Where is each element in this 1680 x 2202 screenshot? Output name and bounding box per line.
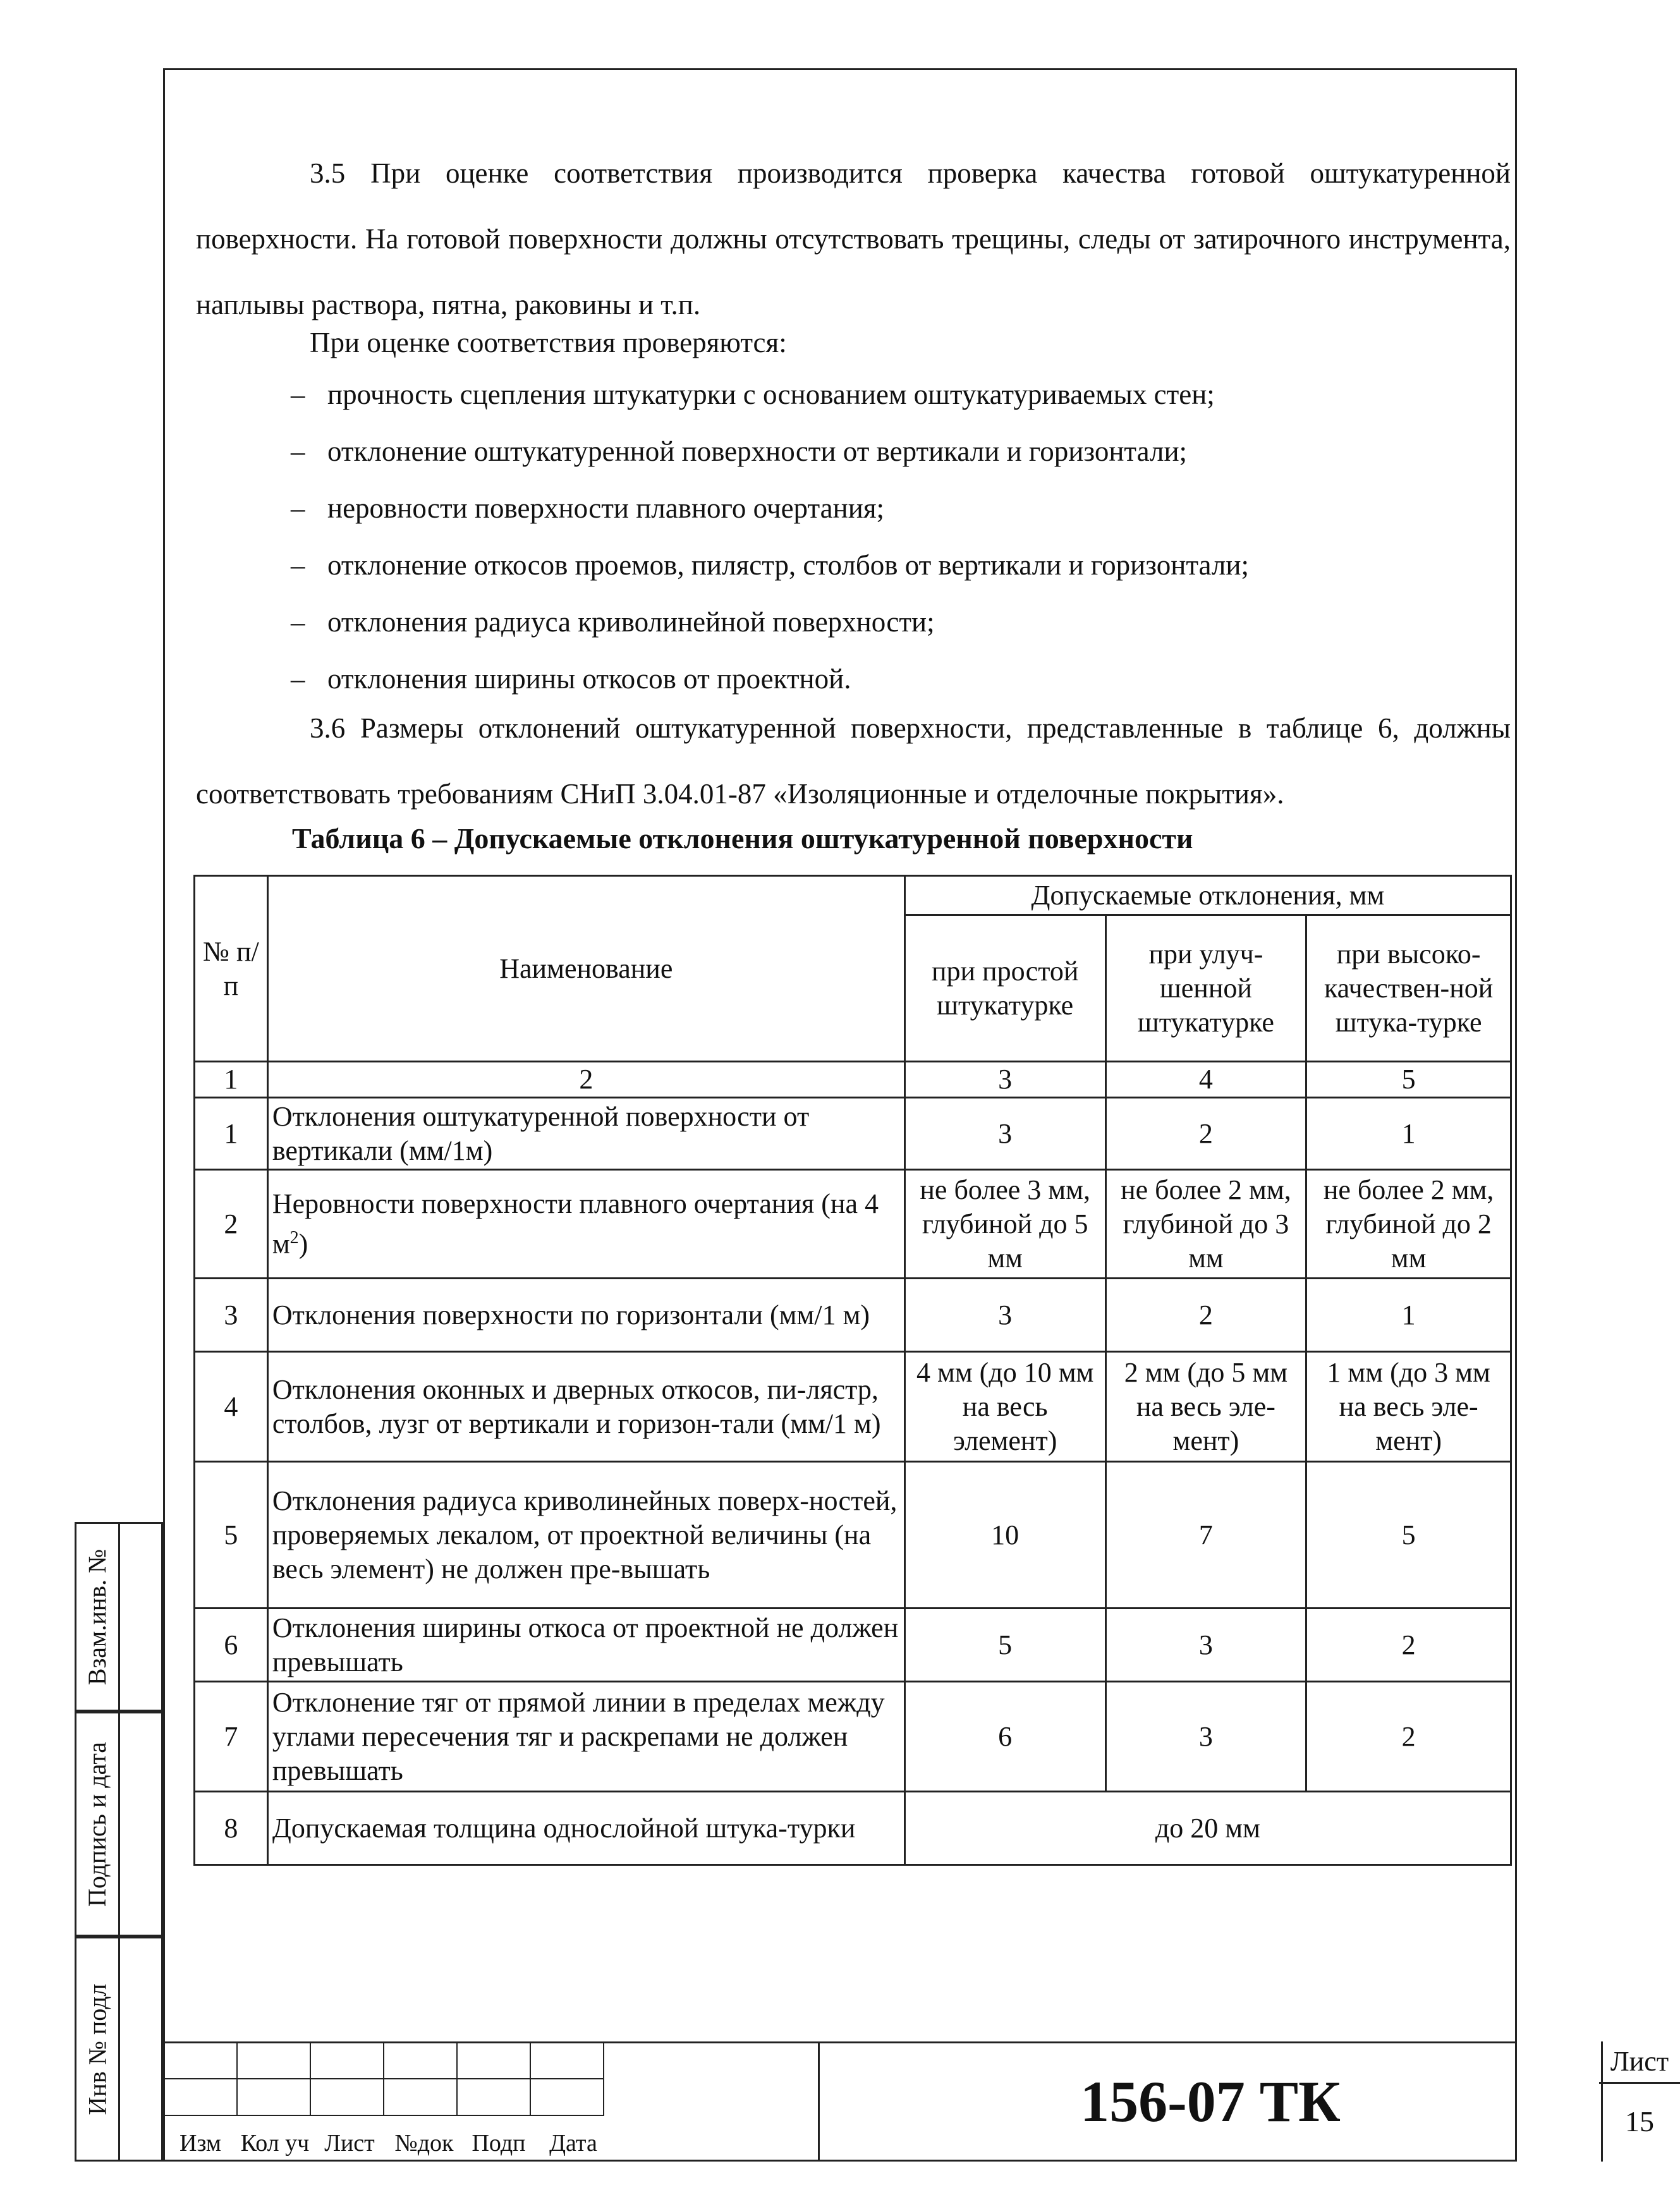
row-name: Отклонения ширины откоса от проектной не должен превышать (267, 1609, 904, 1682)
col-num-cell: 1 (195, 1062, 268, 1098)
row-name: Отклонение тяг от прямой линии в пределах между углами пересечения тяг и раскрепами не должен превышать (267, 1682, 904, 1792)
row-high: 1 мм (до 3 мм на весь эле-мент) (1306, 1352, 1511, 1462)
row-improved: 2 (1105, 1098, 1306, 1170)
sheet-box (1599, 2041, 1680, 2162)
row-simple: 3 (904, 1098, 1105, 1170)
header-simple: при простой штукатурке (904, 915, 1105, 1062)
row-improved: 2 мм (до 5 мм на весь эле-мент) (1105, 1352, 1306, 1462)
label-data: Дата (549, 2130, 597, 2156)
row-num: 2 (195, 1170, 268, 1279)
header-high: при высоко-качествен-ной штука-турке (1306, 915, 1511, 1062)
revision-grid (163, 2041, 604, 2116)
paragraph-3-5-text: 3.5 При оценке соответствия производится проверка качества готовой оштукатуренной поверхности. На готовой поверхности должны отсутствовать трещины, следы от затирочного инструмента, наплывы раствора, пятна, раковины и т.п. (196, 157, 1511, 320)
sheet-label: Лист (1599, 2041, 1680, 2084)
row-high: 2 (1306, 1609, 1511, 1682)
row-simple: 10 (904, 1462, 1105, 1609)
stamp-inv (75, 1937, 163, 2162)
table-row (195, 1170, 1511, 1279)
col-num-cell: 5 (1306, 1062, 1511, 1098)
row-num: 8 (195, 1792, 268, 1865)
row-simple: 5 (904, 1609, 1105, 1682)
row-high: 5 (1306, 1462, 1511, 1609)
stamp-podpis (75, 1712, 163, 1937)
table-row (195, 1352, 1511, 1462)
header-name: Наименование (267, 876, 904, 1062)
table-row (195, 1462, 1511, 1609)
row-improved: не более 2 мм, глубиной до 3 мм (1105, 1170, 1306, 1279)
sheet-number: 15 (1625, 2105, 1654, 2138)
row-simple: 6 (904, 1682, 1105, 1792)
paragraph-3-6-text: 3.6 Размеры отклонений оштукатуренной поверхности, представленные в таблице 6, должны соответствовать требованиям СНиП 3.04.01-87 «Изоляционные и отделочные покрытия». (196, 712, 1511, 810)
paragraph-3-5 (196, 140, 1511, 338)
header-group: Допускаемые отклонения, мм (904, 876, 1511, 915)
table-caption: Таблица 6 – Допускаемые отклонения оштукатуренной поверхности (292, 822, 1193, 855)
table-row (195, 1098, 1511, 1170)
header-improved: при улуч-шенной штукатурке (1105, 915, 1306, 1062)
paragraph-3-5b-text: При оценке соответствия проверяются: (310, 327, 787, 358)
row-improved: 3 (1105, 1682, 1306, 1792)
row-high: не более 2 мм, глубиной до 2 мм (1306, 1170, 1511, 1279)
table-row (195, 1682, 1511, 1792)
row-num: 3 (195, 1279, 268, 1352)
list-item: – неровности поверхности плавного очертания; (291, 492, 885, 524)
list-item: – прочность сцепления штукатурки с основанием оштукатуриваемых стен; (291, 379, 1215, 410)
stamp-vzam-label: Взам.инв. № (83, 1548, 112, 1685)
table-row (195, 1609, 1511, 1682)
list-item: – отклонение оштукатуренной поверхности от вертикали и горизонтали; (291, 435, 1188, 467)
label-izm: Изм (180, 2130, 221, 2156)
stamp-vzam (75, 1522, 163, 1712)
row-num: 6 (195, 1609, 268, 1682)
row-high: 1 (1306, 1098, 1511, 1170)
row-num: 7 (195, 1682, 268, 1792)
row-merged-value: до 20 мм (904, 1792, 1511, 1865)
row-name: Неровности поверхности плавного очертания (на 4 $м^2$) (267, 1170, 904, 1279)
row-name: Отклонения оштукатуренной поверхности от вертикали (мм/1м) (267, 1098, 904, 1170)
list-item: – отклонение откосов проемов, пилястр, столбов от вертикали и горизонтали; (291, 549, 1249, 581)
label-ndok: №док (394, 2130, 454, 2156)
row-name: Отклонения поверхности по горизонтали (мм/1 м) (267, 1279, 904, 1352)
row-simple: не более 3 мм, глубиной до 5 мм (904, 1170, 1105, 1279)
label-podp: Подп (472, 2130, 526, 2156)
deviations-table (193, 875, 1512, 1866)
list-item: – отклонения ширины откосов от проектной. (291, 663, 851, 695)
paragraph-3-6 (196, 695, 1511, 827)
table-row (195, 1279, 1511, 1352)
col-num-cell: 2 (267, 1062, 904, 1098)
row-high: 2 (1306, 1682, 1511, 1792)
label-kol-uch: Кол уч (240, 2130, 310, 2156)
row-improved: 3 (1105, 1609, 1306, 1682)
row-name: Отклонения оконных и дверных откосов, пи-лястр, столбов, лузг от вертикали и горизон-тали (мм/1 м) (267, 1352, 904, 1462)
row-name: Отклонения радиуса криволинейных поверх-ностей, проверяемых лекалом, от проектной величины (на весь элемент) не должен пре-вышать (267, 1462, 904, 1609)
row-simple: 3 (904, 1279, 1105, 1352)
row-improved: 2 (1105, 1279, 1306, 1352)
stamp-podpis-label: Подпись и дата (83, 1741, 112, 1907)
row-num: 4 (195, 1352, 268, 1462)
table-row (195, 1062, 1511, 1098)
stamp-inv-label: Инв № подл (83, 1983, 112, 2115)
col-num-cell: 3 (904, 1062, 1105, 1098)
row-simple: 4 мм (до 10 мм на весь элемент) (904, 1352, 1105, 1462)
col-num-cell: 4 (1105, 1062, 1306, 1098)
row-improved: 7 (1105, 1462, 1306, 1609)
list-item: – отклонения радиуса криволинейной поверхности; (291, 606, 935, 638)
row-high: 1 (1306, 1279, 1511, 1352)
title-block (163, 2041, 1669, 2162)
label-list: Лист (324, 2130, 375, 2156)
row-num: 1 (195, 1098, 268, 1170)
table-row (195, 1792, 1511, 1865)
row-name: Допускаемая толщина однослойной штука-турки (267, 1792, 904, 1865)
document-code: 156-07 ТК (818, 2041, 1603, 2162)
revision-labels (163, 2125, 611, 2162)
header-num: № п/п (195, 876, 268, 1062)
row-num: 5 (195, 1462, 268, 1609)
